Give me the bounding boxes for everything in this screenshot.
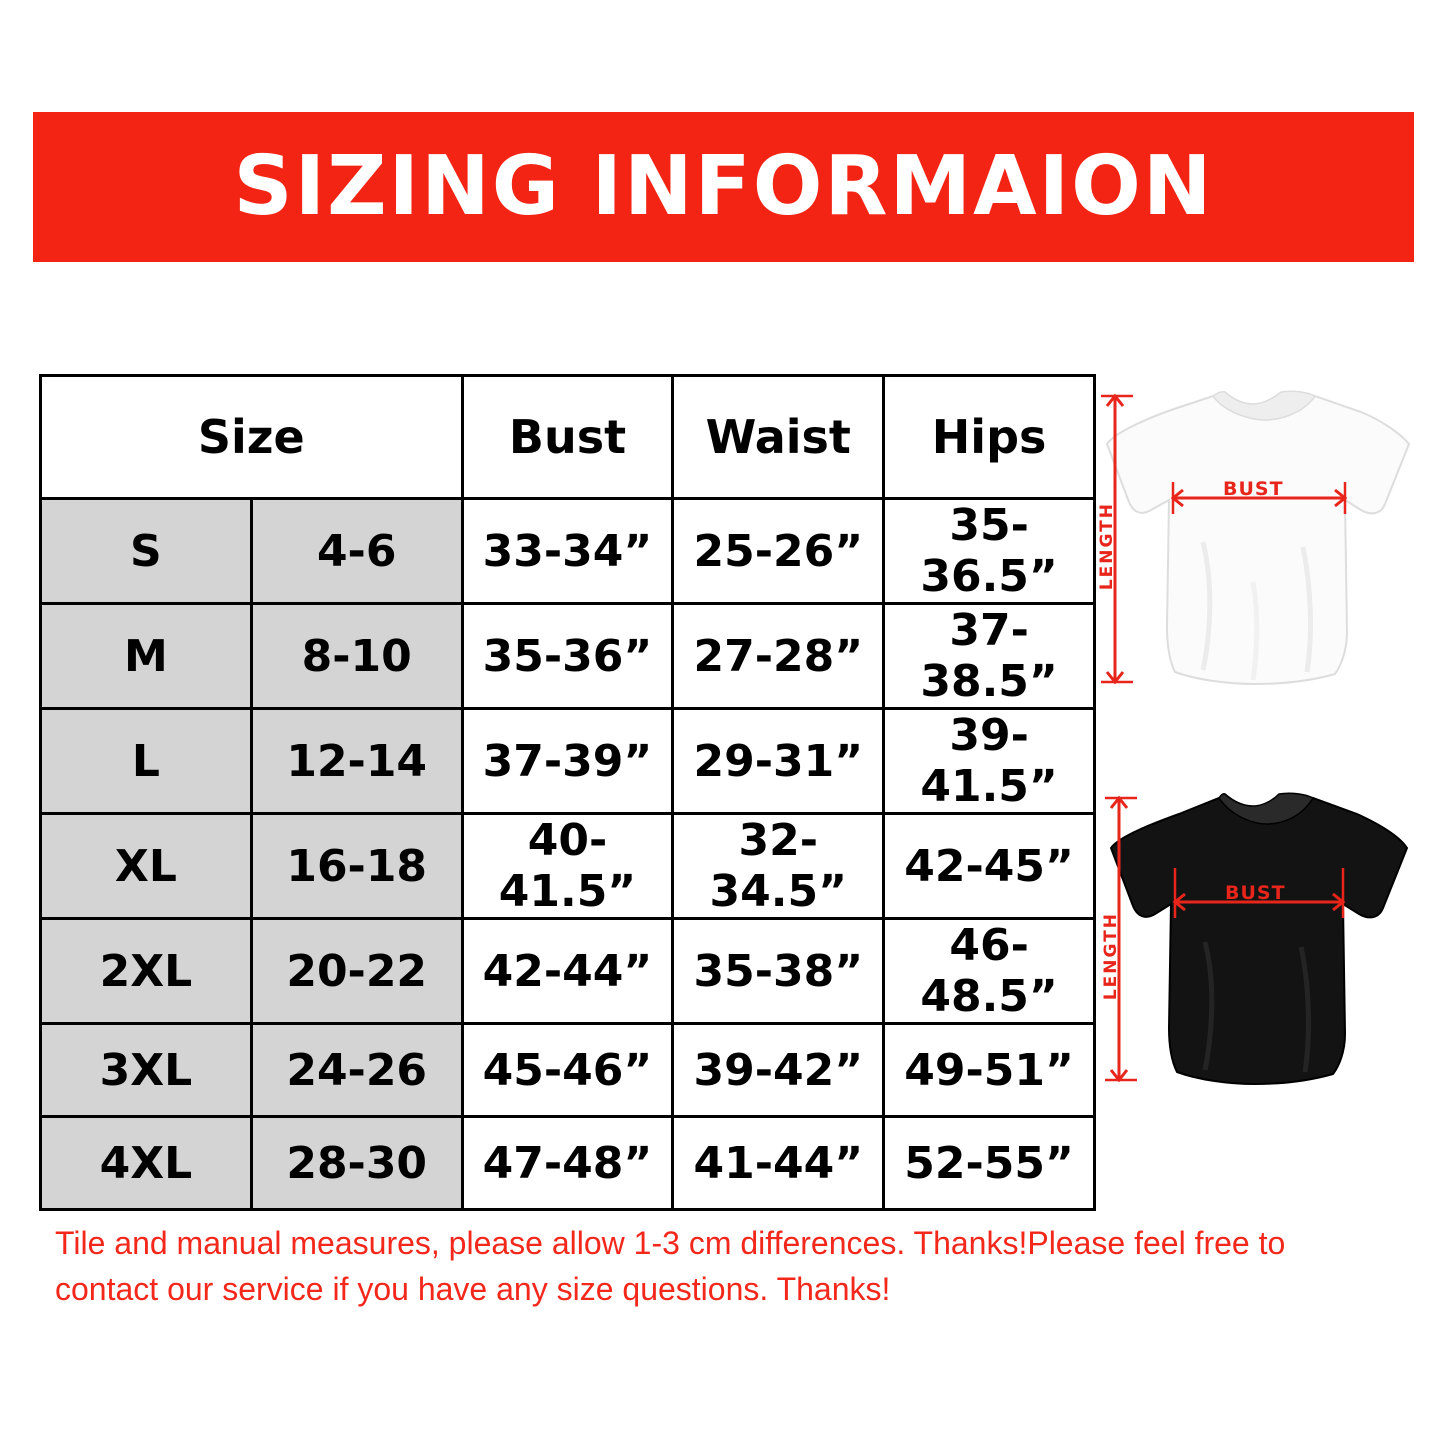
bust-label: BUST — [1223, 478, 1284, 500]
cell-hips: 46-48.5” — [884, 919, 1095, 1024]
cell-waist: 32-34.5” — [673, 814, 884, 919]
cell-size-label: 4XL — [41, 1117, 252, 1210]
cell-bust: 37-39” — [462, 709, 673, 814]
table-row — [41, 1024, 1095, 1117]
black-tshirt-illustration — [1093, 762, 1423, 1107]
column-header-size: Size — [41, 376, 463, 499]
cell-bust: 47-48” — [462, 1117, 673, 1210]
cell-waist: 35-38” — [673, 919, 884, 1024]
cell-bust: 42-44” — [462, 919, 673, 1024]
column-header-bust: Bust — [462, 376, 673, 499]
cell-size-label: 2XL — [41, 919, 252, 1024]
table-row — [41, 1117, 1095, 1210]
table-row — [41, 709, 1095, 814]
cell-size-label: S — [41, 499, 252, 604]
cell-size-numeric: 24-26 — [251, 1024, 462, 1117]
cell-size-label: M — [41, 604, 252, 709]
column-header-hips: Hips — [884, 376, 1095, 499]
cell-hips: 39-41.5” — [884, 709, 1095, 814]
white-tshirt-graphic — [1093, 382, 1423, 727]
cell-size-label: L — [41, 709, 252, 814]
table-row — [41, 499, 1095, 604]
cell-size-numeric: 28-30 — [251, 1117, 462, 1210]
cell-bust: 33-34” — [462, 499, 673, 604]
page-title: SIZING INFORMAION — [233, 139, 1214, 234]
table-row — [41, 919, 1095, 1024]
cell-size-numeric: 4-6 — [251, 499, 462, 604]
cell-hips: 42-45” — [884, 814, 1095, 919]
cell-bust: 35-36” — [462, 604, 673, 709]
length-label: LENGTH — [1101, 912, 1121, 1001]
cell-waist: 29-31” — [673, 709, 884, 814]
column-header-waist: Waist — [673, 376, 884, 499]
cell-size-numeric: 16-18 — [251, 814, 462, 919]
cell-hips: 49-51” — [884, 1024, 1095, 1117]
cell-bust: 40-41.5” — [462, 814, 673, 919]
table-row — [41, 814, 1095, 919]
cell-size-numeric: 8-10 — [251, 604, 462, 709]
cell-size-numeric: 20-22 — [251, 919, 462, 1024]
measurement-disclaimer: Tile and manual measures, please allow 1-3 cm differences. Thanks!Please feel free to contact our service if you have any size questions. Thanks! — [55, 1225, 1286, 1308]
cell-waist: 39-42” — [673, 1024, 884, 1117]
cell-bust: 45-46” — [462, 1024, 673, 1117]
sizing-banner — [33, 112, 1414, 262]
cell-size-label: XL — [41, 814, 252, 919]
cell-hips: 37-38.5” — [884, 604, 1095, 709]
cell-hips: 35-36.5” — [884, 499, 1095, 604]
cell-waist: 27-28” — [673, 604, 884, 709]
table-header-row — [41, 376, 1095, 499]
cell-size-numeric: 12-14 — [251, 709, 462, 814]
cell-waist: 41-44” — [673, 1117, 884, 1210]
cell-size-label: 3XL — [41, 1024, 252, 1117]
white-tshirt-illustration — [1093, 382, 1423, 727]
bust-label: BUST — [1225, 882, 1286, 904]
length-label: LENGTH — [1097, 502, 1117, 591]
cell-waist: 25-26” — [673, 499, 884, 604]
black-tshirt-graphic — [1093, 762, 1423, 1107]
size-chart-table — [39, 374, 1096, 1211]
cell-hips: 52-55” — [884, 1117, 1095, 1210]
table-row — [41, 604, 1095, 709]
